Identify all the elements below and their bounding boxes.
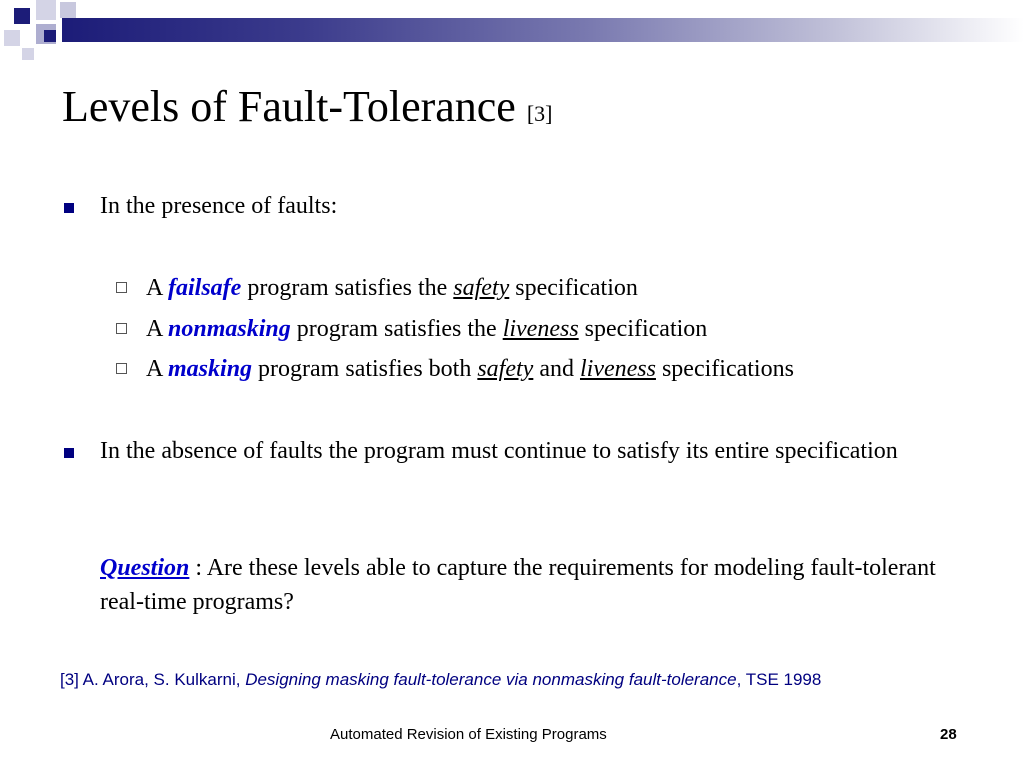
page-number: 28 xyxy=(940,726,957,743)
footer-text: Automated Revision of Existing Programs xyxy=(330,726,607,743)
slide-title xyxy=(62,82,553,133)
question-paragraph xyxy=(100,551,960,619)
question-text: : Are these levels able to capture the requirements for modeling fault-tolerant real-time programs? xyxy=(100,555,936,615)
hollow-square-icon xyxy=(116,323,127,334)
hollow-square-icon xyxy=(116,282,127,293)
sub-text: program satisfies both xyxy=(252,356,478,382)
citation xyxy=(60,670,821,690)
underlined-term: liveness xyxy=(502,316,579,342)
underlined-term: safety xyxy=(477,356,534,382)
question-label: Question xyxy=(100,555,190,581)
bullet-square-icon xyxy=(64,203,74,213)
keyword: masking xyxy=(168,356,253,382)
header-gradient-bar xyxy=(62,18,1024,42)
title-reference: [3] xyxy=(526,101,553,126)
sub-text: specification xyxy=(509,275,638,301)
citation-title: Designing masking fault-tolerance via nonmasking fault-tolerance xyxy=(245,670,737,689)
sub-text: program satisfies the xyxy=(290,316,503,342)
sub-text: A xyxy=(146,316,169,342)
keyword: failsafe xyxy=(168,275,242,301)
sub-text: and xyxy=(533,356,580,382)
decor-square xyxy=(4,30,20,46)
sub-bullet-nonmasking xyxy=(146,313,707,345)
citation-venue: , TSE 1998 xyxy=(736,670,822,689)
sub-text: A xyxy=(146,356,169,382)
sub-bullet-masking xyxy=(146,353,794,385)
sub-text: specification xyxy=(578,316,708,342)
decor-square xyxy=(60,2,76,18)
bullet-square-icon xyxy=(64,448,74,458)
underlined-term: liveness xyxy=(579,356,656,382)
decor-square xyxy=(44,30,56,42)
bullet-presence-of-faults: In the presence of faults: xyxy=(100,193,338,219)
keyword: nonmasking xyxy=(168,316,291,342)
decor-square xyxy=(14,8,30,24)
sub-text: A xyxy=(146,275,169,301)
decor-square xyxy=(22,48,34,60)
sub-text: specifications xyxy=(655,356,794,382)
bullet-absence-of-faults: In the absence of faults the program must continue to satisfy its entire specification xyxy=(100,438,898,464)
hollow-square-icon xyxy=(116,363,127,374)
underlined-term: safety xyxy=(453,275,510,301)
citation-authors: [3] A. Arora, S. Kulkarni, xyxy=(60,670,246,689)
decor-square xyxy=(36,0,56,20)
title-text: Levels of Fault-Tolerance xyxy=(62,82,516,131)
sub-text: program satisfies the xyxy=(241,275,454,301)
sub-bullet-failsafe xyxy=(146,272,638,304)
